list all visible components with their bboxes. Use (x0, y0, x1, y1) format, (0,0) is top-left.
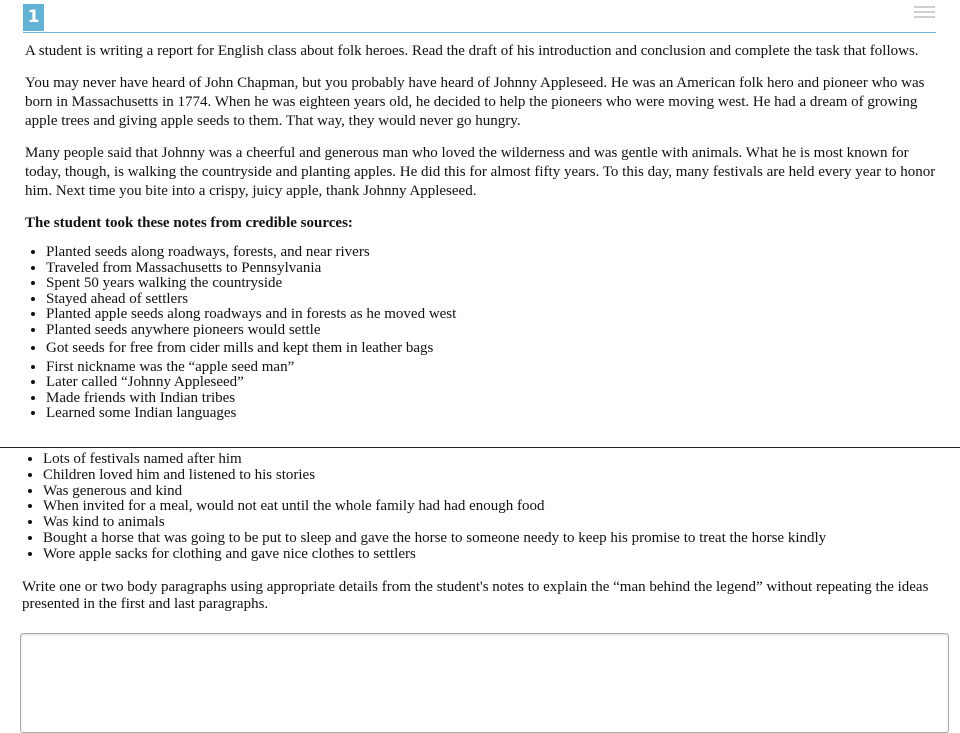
page-divider (0, 447, 960, 448)
note-item: • Planted apple seeds along roadways and in forests as he moved west (46, 307, 937, 323)
menu-icon-line (914, 11, 935, 13)
notes-list-top (25, 245, 937, 422)
question-header (23, 4, 936, 33)
question-stem-continued (22, 452, 944, 613)
note-item: • Children loved him and listened to his stories (43, 468, 944, 484)
question-stem (25, 42, 937, 422)
note-item: • Stayed ahead of settlers (46, 292, 937, 308)
note-item: • Planted seeds anywhere pioneers would settle (46, 323, 937, 339)
menu-icon-line (914, 6, 935, 8)
menu-icon-line (914, 16, 935, 18)
note-item: • Spent 50 years walking the countryside (46, 276, 937, 292)
note-item: • First nickname was the “apple seed man” (46, 360, 937, 376)
hamburger-menu-icon[interactable] (914, 6, 935, 20)
notes-list-bottom (22, 452, 944, 563)
note-item: • Planted seeds along roadways, forests, and near rivers (46, 245, 937, 261)
note-item: • Bought a horse that was going to be put to sleep and gave the horse to someone needy to keep his promise to treat the horse kindly (43, 531, 944, 547)
note-item: • Got seeds for free from cider mills and kept them in leather bags (46, 341, 937, 357)
note-item: • Made friends with Indian tribes (46, 391, 937, 407)
question-number-badge: 1 (23, 4, 44, 31)
notes-heading: The student took these notes from credible sources: (25, 215, 353, 231)
response-textarea[interactable] (20, 633, 949, 733)
task-instruction: Write one or two body paragraphs using appropriate details from the student's notes to explain the “man behind the legend” without repeating the ideas presented in the first and last paragraphs. (22, 578, 929, 612)
note-item: • Learned some Indian languages (46, 406, 937, 422)
note-item: • Lots of festivals named after him (43, 452, 944, 468)
draft-paragraph-1: You may never have heard of John Chapman, but you probably have heard of Johnny Appleseed. He was an American folk hero and pioneer who was born in Massachusetts in 1774. When he was eighteen years old, he decided to help the pioneers who were moving west. He had a dream of growing apple trees and giving apple seeds to them. That way, they would never go hungry. (25, 75, 925, 129)
note-item: • Later called “Johnny Appleseed” (46, 375, 937, 391)
note-item: • Traveled from Massachusetts to Pennsylvania (46, 261, 937, 277)
draft-paragraph-2: Many people said that Johnny was a cheerful and generous man who loved the wilderness and was gentle with animals. What he is most known for today, though, is walking the countryside and planting apples. He did this for almost fifty years. To this day, many festivals are held every year to honor him. Next time you bite into a crispy, juicy apple, thank Johnny Appleseed. (25, 145, 936, 199)
note-item: • When invited for a meal, would not eat until the whole family had had enough food (43, 499, 944, 515)
intro-text: A student is writing a report for English class about folk heroes. Read the draft of his introduction and conclusion and complete the task that follows. (25, 43, 919, 59)
note-item: • Was generous and kind (43, 484, 944, 500)
note-item: • Was kind to animals (43, 515, 944, 531)
note-item: • Wore apple sacks for clothing and gave nice clothes to settlers (43, 547, 944, 563)
